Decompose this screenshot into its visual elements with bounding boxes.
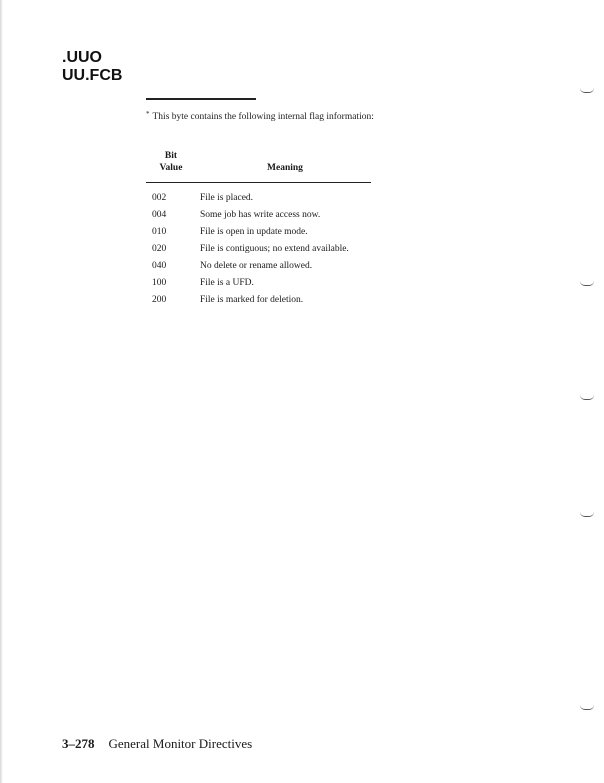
page-footer — [62, 736, 252, 752]
meaning-cell: File is contiguous; no extend available. — [200, 244, 349, 254]
meaning-cell: File is marked for deletion. — [200, 295, 304, 305]
meaning-cell: File is a UFD. — [200, 278, 254, 288]
meaning-cell: File is open in update mode. — [200, 227, 308, 237]
footnote-marker: * — [146, 110, 150, 118]
column-header-bit-value — [146, 150, 196, 174]
bit-value-cell: 010 — [152, 227, 167, 237]
bit-value-cell: 200 — [152, 295, 167, 305]
page-heading — [62, 49, 122, 85]
section-title: General Monitor Directives — [108, 736, 253, 751]
binder-hole-mark — [580, 281, 594, 286]
meaning-cell: File is placed. — [200, 193, 254, 203]
column-header-bit-line-2: Value — [159, 163, 183, 173]
meaning-cell: No delete or rename allowed. — [200, 261, 313, 271]
column-header-bit-line-1: Bit — [164, 151, 178, 161]
bit-value-cell: 100 — [152, 278, 167, 288]
page-number: 3–278 — [62, 736, 95, 751]
binder-hole-mark — [580, 395, 594, 400]
heading-line-2: UU.FCB — [62, 67, 123, 84]
bit-value-cell: 002 — [152, 193, 167, 203]
bit-value-cell: 040 — [152, 261, 167, 271]
meaning-cell: Some job has write access now. — [200, 210, 321, 220]
bit-value-cell: 020 — [152, 244, 167, 254]
heading-line-1: .UUO — [62, 49, 102, 66]
column-header-meaning: Meaning — [267, 163, 303, 173]
binder-hole-mark — [580, 705, 594, 710]
page-left-edge — [0, 0, 3, 783]
footnote — [146, 110, 374, 122]
footnote-text: This byte contains the following internal flag information: — [152, 112, 374, 122]
binder-hole-mark — [580, 88, 594, 93]
binder-hole-mark — [580, 512, 594, 517]
bit-value-cell: 004 — [152, 210, 167, 220]
table-header-rule — [146, 182, 371, 183]
footnote-divider — [146, 98, 256, 100]
